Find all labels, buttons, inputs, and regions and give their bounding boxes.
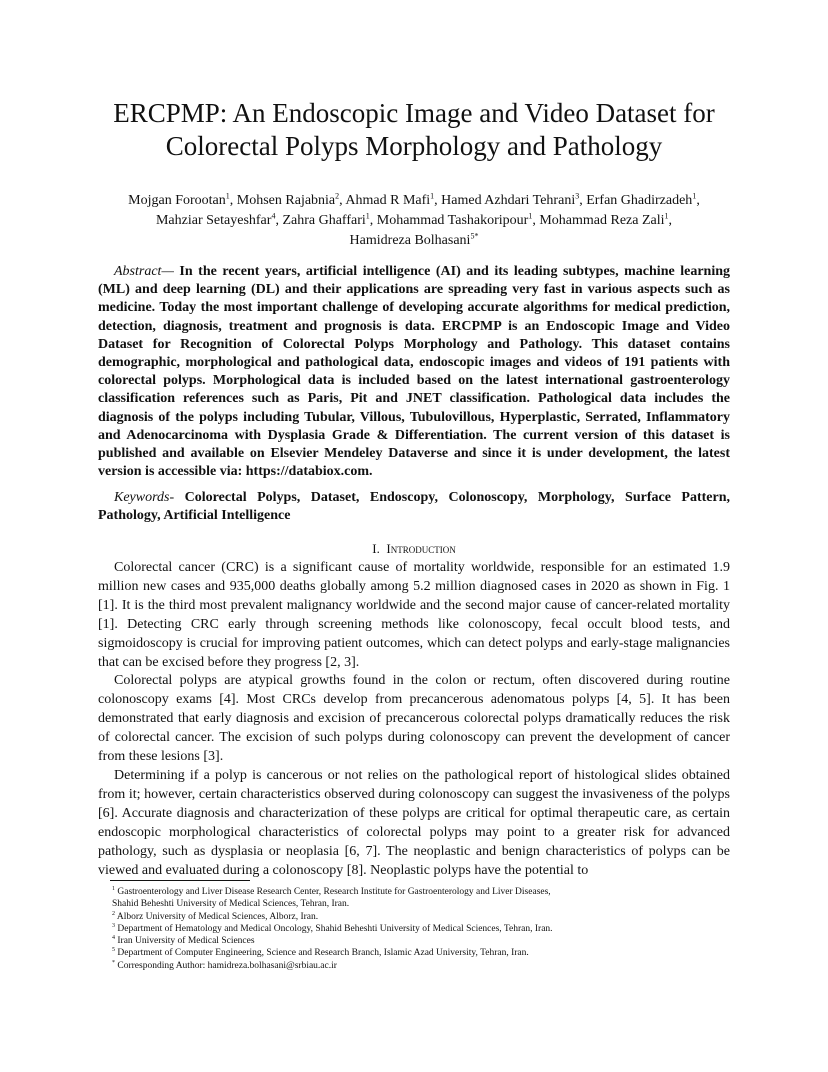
footnote-text: Corresponding Author: hamidreza.bolhasani@srbiau.ac.ir — [117, 960, 337, 971]
footnote-text: Alborz University of Medical Sciences, Alborz, Iran. — [116, 911, 319, 922]
footnote — [112, 947, 672, 959]
footnotes — [112, 886, 672, 972]
footnote-text: Department of Hematology and Medical Oncology, Shahid Beheshti University of Medical Sciences, Tehran, Iran. — [117, 923, 553, 934]
keywords — [98, 489, 730, 525]
author-line: Mojgan Forootan$^1$, Mohsen Rajabnia$^2$, Ahmad R Mafi$^1$, Hamed Azhdari Tehrani$^3$, Erfan Ghadirzadeh$^1$, — [128, 191, 700, 208]
author-name: Mohsen Rajabnia — [236, 193, 336, 208]
footnote — [112, 960, 672, 972]
author-list — [80, 191, 748, 251]
section-number: I. — [372, 541, 380, 556]
author-name: Mahziar Setayeshfar — [155, 213, 272, 228]
author-line: Mahziar Setayeshfar$^4$, Zahra Ghaffari$^1$, Mohammad Tashakoripour$^1$, Mohammad Reza Zali$^1$, — [155, 211, 673, 228]
affiliation-mark: 5* — [470, 231, 479, 241]
footnote-continuation: Shahid Beheshti University of Medical Sciences, Tehran, Iran. — [112, 899, 350, 910]
author-name: Hamidreza Bolhasani — [349, 233, 471, 248]
paragraph: Determining if a polyp is cancerous or not relies on the pathological report of histological slides obtained from it; however, certain characteristics observed during colonoscopy can suggest the invasiveness of the polyps [6]. Accurate diagnosis and characterization of these polyps are critical for optimal therapeutic care, as certain endoscopic morphological characteristics of colorectal polyps may point to a greater risk for advanced pathology, such as dysplasia or neoplasia [6, 7]. The neoplastic and benign characteristics of polyps can be viewed and evaluated during a colonoscopy [8]. Neoplastic polyps have the potential to — [98, 767, 730, 878]
abstract-label: Abstract— — [114, 264, 174, 279]
author-name: Zahra Ghaffari — [282, 213, 366, 228]
author-line — [80, 231, 748, 251]
author-name: Erfan Ghadirzadeh — [586, 193, 693, 208]
paper-title: ERCPMP: An Endoscopic Image and Video Dataset for Colorectal Polyps Morphology and Pathology — [113, 98, 715, 161]
footnote-mark: 3 — [112, 922, 115, 929]
affiliation-mark: 3 — [575, 191, 580, 201]
footnote-text: Department of Computer Engineering, Science and Research Branch, Islamic Azad University, Tehran, Iran. — [117, 948, 529, 959]
footnote-text: Iran University of Medical Sciences — [117, 936, 255, 947]
footnote — [112, 886, 672, 898]
footnote — [112, 935, 672, 947]
author-name: Hamed Azhdari Tehrani — [441, 193, 576, 208]
affiliation-mark: 1 — [430, 191, 435, 201]
footnote-mark: 5 — [112, 947, 115, 954]
author-name: Ahmad R Mafi — [345, 193, 431, 208]
affiliation-mark: 1 — [225, 191, 230, 201]
section-heading — [98, 540, 730, 558]
footnote-mark: 2 — [112, 910, 115, 917]
author-name: Mohammad Reza Zali — [539, 213, 665, 228]
footnote-text: Gastroenterology and Liver Disease Research Center, Research Institute for Gastroenterology and Liver Diseases, — [117, 887, 551, 897]
paragraph: Colorectal polyps are atypical growths found in the colon or rectum, often discovered during routine colonoscopy exams [4]. Most CRCs develop from precancerous adenomatous polyps [4, 5]. It has been demonstrated that early diagnosis and excision of precancerous colorectal polyps dramatically reduces the risk of colorectal cancer. The excision of such polyps during colonoscopy can prevent the development of cancer from these lesions [3]. — [98, 673, 730, 765]
footnote — [112, 911, 672, 923]
keywords-text: Colorectal Polyps, Dataset, Endoscopy, Colonoscopy, Morphology, Surface Pattern, Pathology, Artificial Intelligence — [98, 490, 730, 524]
author-name: Mojgan Forootan — [128, 193, 226, 208]
abstract — [98, 263, 730, 481]
section-title: Introduction — [386, 541, 456, 556]
affiliation-mark: 4 — [271, 211, 276, 221]
affiliation-mark: 1 — [692, 191, 697, 201]
footnote-mark: 4 — [112, 935, 115, 942]
body-text — [98, 559, 730, 880]
affiliation-mark: 1 — [664, 211, 669, 221]
author-name: Mohammad Tashakoripour — [376, 213, 529, 228]
footnote-mark: * — [112, 959, 115, 966]
footnote-mark: 1 — [112, 885, 115, 892]
footnote-divider — [110, 880, 250, 881]
affiliation-mark: 1 — [365, 211, 370, 221]
abstract-text: In the recent years, artificial intelligence (AI) and its leading subtypes, machine learning (ML) and deep learning (DL) and their applications are spreading very fast in various aspects such as medicine. Today the most important challenge of developing accurate algorithms for medical prediction, detection, diagnosis, treatment and prognosis is data. ERCPMP is an Endoscopic Image and Video Dataset for Recognition of Colorectal Polyps Morphology and Pathology. This dataset contains demographic, morphological and pathological data, endoscopic images and videos of 191 patients with colorectal polyps. Morphological data is included based on the latest international gastroenterology classification references such as Paris, Pit and JNET classification. Pathological data includes the diagnosis of the polyps including Tubular, Villous, Tubulovillous, Hyperplastic, Serrated, Inflammatory and Adenocarcinoma with Dysplasia Grade & Differentiation. The current version of this dataset is published and available on Elsevier Mendeley Dataverse and since it is under development, the latest version is accessible via: https://databiox.com. — [98, 264, 731, 480]
affiliation-mark: 2 — [335, 191, 340, 201]
footnote — [112, 923, 672, 935]
keywords-label: Keywords- — [114, 490, 175, 505]
paragraph: Colorectal cancer (CRC) is a significant cause of mortality worldwide, responsible for an estimated 1.9 million new cases and 935,000 deaths globally among 5.2 million diagnosed cases in 2020 as shown in Fig. 1 [1]. It is the third most prevalent malignancy worldwide and the second major cause of cancer-related mortality [1]. Detecting CRC early through screening methods like colonoscopy, fecal occult blood tests, and sigmoidoscopy is crucial for improving patient outcomes, which can detect polyps and early-stage malignancies that can be excised before they progress [2, 3]. — [98, 560, 730, 670]
affiliation-mark: 1 — [528, 211, 533, 221]
